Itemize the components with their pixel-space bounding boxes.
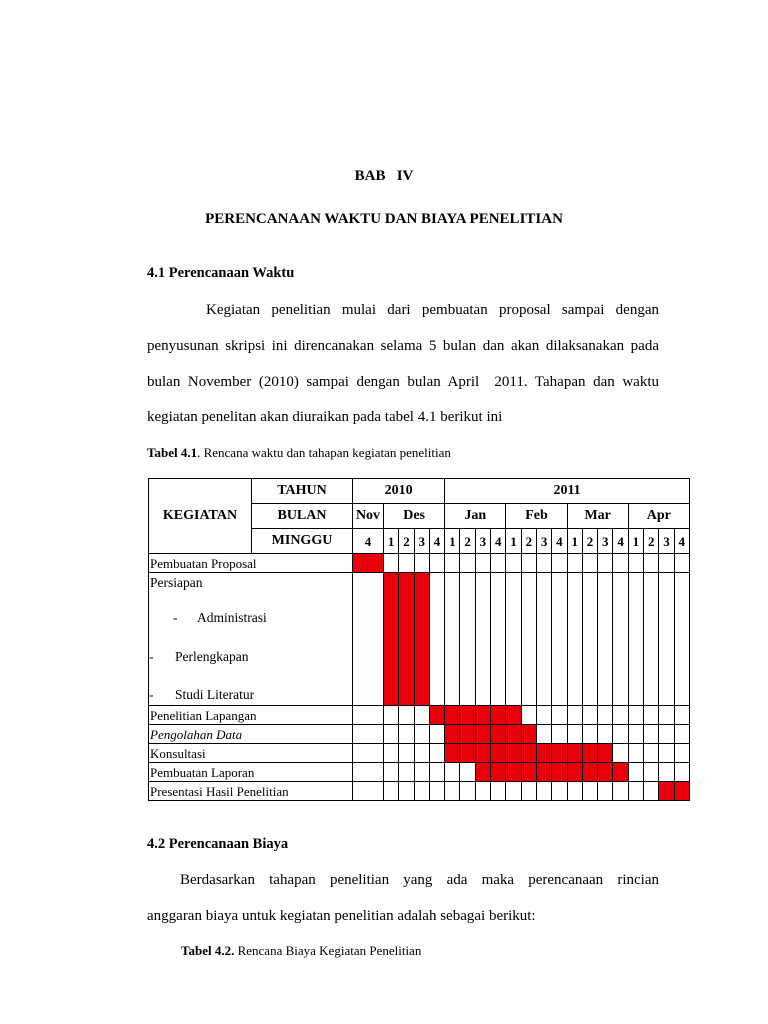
schedule-cell xyxy=(628,706,643,725)
schedule-cell xyxy=(536,782,551,801)
schedule-cell xyxy=(644,554,659,573)
schedule-cell xyxy=(414,573,429,706)
schedule-cell xyxy=(521,763,536,782)
week-header: 1 xyxy=(567,529,582,554)
schedule-cell xyxy=(445,725,460,744)
schedule-cell xyxy=(598,744,613,763)
schedule-cell xyxy=(384,763,399,782)
schedule-cell xyxy=(536,573,551,706)
schedule-cell xyxy=(460,573,475,706)
schedule-cell xyxy=(414,744,429,763)
schedule-cell xyxy=(613,782,628,801)
sub-activity-label: Studi Literatur xyxy=(175,687,255,702)
schedule-cell xyxy=(613,554,628,573)
schedule-cell xyxy=(567,744,582,763)
activity-label: Pembuatan Laporan xyxy=(149,763,353,782)
schedule-cell xyxy=(429,573,444,706)
schedule-cell xyxy=(552,744,567,763)
week-header: 2 xyxy=(460,529,475,554)
schedule-cell xyxy=(659,744,674,763)
schedule-cell xyxy=(521,782,536,801)
schedule-cell xyxy=(644,706,659,725)
schedule-cell xyxy=(628,782,643,801)
schedule-cell xyxy=(582,744,597,763)
paragraph-line: penyusunan skripsi ini direncanakan selama 5 bulan dan akan dilaksanakan pada xyxy=(147,338,659,354)
schedule-cell xyxy=(460,725,475,744)
schedule-cell xyxy=(598,573,613,706)
schedule-cell xyxy=(429,763,444,782)
schedule-cell xyxy=(613,706,628,725)
schedule-cell xyxy=(536,554,551,573)
schedule-cell xyxy=(644,573,659,706)
paragraph-line: Berdasarkan tahapan penelitian yang ada maka perencanaan rincian xyxy=(180,872,659,888)
schedule-cell xyxy=(506,573,521,706)
schedule-cell xyxy=(521,573,536,706)
schedule-cell xyxy=(445,763,460,782)
week-header: 2 xyxy=(521,529,536,554)
activity-label: Pengolahan Data xyxy=(149,725,353,744)
schedule-cell xyxy=(353,782,384,801)
schedule-cell xyxy=(674,706,689,725)
schedule-cell xyxy=(628,744,643,763)
caption-text: Rencana Biaya Kegiatan Penelitian xyxy=(234,943,422,958)
schedule-cell xyxy=(475,554,490,573)
section-heading-4-2: 4.2 Perencanaan Biaya xyxy=(147,836,289,852)
schedule-cell xyxy=(445,782,460,801)
schedule-cell xyxy=(353,706,384,725)
week-header: 4 xyxy=(613,529,628,554)
week-header: 1 xyxy=(506,529,521,554)
schedule-cell xyxy=(644,782,659,801)
schedule-cell xyxy=(659,782,674,801)
schedule-cell xyxy=(384,573,399,706)
month-header: Apr xyxy=(628,504,689,529)
schedule-cell xyxy=(353,725,384,744)
caption-text: . Rencana waktu dan tahapan kegiatan penelitian xyxy=(197,445,451,460)
schedule-cell xyxy=(475,782,490,801)
schedule-cell xyxy=(674,725,689,744)
schedule-cell xyxy=(475,725,490,744)
schedule-cell xyxy=(384,706,399,725)
schedule-cell xyxy=(414,763,429,782)
week-header: 4 xyxy=(353,529,384,554)
schedule-cell xyxy=(491,706,506,725)
week-header: 4 xyxy=(429,529,444,554)
activity-label: Pembuatan Proposal xyxy=(149,554,353,573)
week-header: 4 xyxy=(491,529,506,554)
schedule-cell xyxy=(475,744,490,763)
week-header: 2 xyxy=(582,529,597,554)
schedule-cell xyxy=(582,706,597,725)
schedule-cell xyxy=(429,744,444,763)
schedule-cell xyxy=(506,725,521,744)
schedule-cell xyxy=(414,554,429,573)
schedule-cell xyxy=(384,782,399,801)
week-header: 3 xyxy=(598,529,613,554)
activity-label-text: Persiapan xyxy=(150,575,203,590)
schedule-cell xyxy=(552,725,567,744)
week-header: 4 xyxy=(674,529,689,554)
schedule-cell xyxy=(414,706,429,725)
week-header: 1 xyxy=(445,529,460,554)
schedule-cell xyxy=(491,763,506,782)
schedule-cell xyxy=(491,725,506,744)
paragraph-line: anggaran biaya untuk kegiatan penelitian adalah sebagai berikut: xyxy=(147,908,536,924)
schedule-cell xyxy=(567,725,582,744)
schedule-cell xyxy=(521,744,536,763)
schedule-cell xyxy=(353,573,384,706)
week-header: 1 xyxy=(384,529,399,554)
week-header: 2 xyxy=(399,529,414,554)
week-header: 3 xyxy=(475,529,490,554)
schedule-cell xyxy=(598,554,613,573)
schedule-cell xyxy=(429,706,444,725)
schedule-cell xyxy=(659,725,674,744)
schedule-cell xyxy=(429,554,444,573)
schedule-cell xyxy=(353,554,384,573)
month-header: Nov xyxy=(353,504,384,529)
schedule-cell xyxy=(674,763,689,782)
schedule-cell xyxy=(353,763,384,782)
schedule-cell xyxy=(399,782,414,801)
table-4-2-caption xyxy=(181,943,421,959)
schedule-cell xyxy=(475,706,490,725)
schedule-cell xyxy=(491,744,506,763)
sub-activity-marker: - xyxy=(149,649,154,664)
schedule-cell xyxy=(674,782,689,801)
week-header: 3 xyxy=(659,529,674,554)
schedule-cell xyxy=(598,763,613,782)
header-kegiatan: KEGIATAN xyxy=(149,479,252,554)
week-header: 1 xyxy=(628,529,643,554)
schedule-cell xyxy=(552,573,567,706)
week-header: 3 xyxy=(414,529,429,554)
schedule-cell xyxy=(567,573,582,706)
schedule-cell xyxy=(659,706,674,725)
paragraph-line: bulan November (2010) sampai dengan bulan April 2011. Tahapan dan waktu xyxy=(147,374,659,390)
activity-label: Presentasi Hasil Penelitian xyxy=(149,782,353,801)
sub-activity-label: Administrasi xyxy=(197,610,267,625)
schedule-cell xyxy=(659,554,674,573)
schedule-cell xyxy=(659,763,674,782)
schedule-cell xyxy=(399,744,414,763)
schedule-cell xyxy=(399,763,414,782)
schedule-cell xyxy=(399,706,414,725)
schedule-cell xyxy=(445,744,460,763)
schedule-cell xyxy=(475,763,490,782)
sub-activity-marker: - xyxy=(149,687,154,702)
schedule-cell xyxy=(536,763,551,782)
schedule-cell xyxy=(445,706,460,725)
schedule-cell xyxy=(521,706,536,725)
schedule-cell xyxy=(598,706,613,725)
schedule-cell xyxy=(582,725,597,744)
schedule-cell xyxy=(613,725,628,744)
schedule-cell xyxy=(644,744,659,763)
schedule-cell xyxy=(521,725,536,744)
schedule-cell xyxy=(582,554,597,573)
schedule-cell xyxy=(445,554,460,573)
schedule-cell xyxy=(598,782,613,801)
schedule-cell xyxy=(628,554,643,573)
schedule-cell xyxy=(536,706,551,725)
schedule-cell xyxy=(460,706,475,725)
header-bulan: BULAN xyxy=(252,504,353,529)
activity-label: Konsultasi xyxy=(149,744,353,763)
schedule-cell xyxy=(674,573,689,706)
schedule-cell xyxy=(506,744,521,763)
paragraph-line: kegiatan penelitan akan diuraikan pada tabel 4.1 berikut ini xyxy=(147,409,503,425)
schedule-cell xyxy=(384,744,399,763)
activity-label xyxy=(149,573,353,706)
schedule-cell xyxy=(567,554,582,573)
schedule-cell xyxy=(659,573,674,706)
schedule-cell xyxy=(674,744,689,763)
schedule-cell xyxy=(460,554,475,573)
month-header: Des xyxy=(384,504,445,529)
schedule-cell xyxy=(399,554,414,573)
schedule-cell xyxy=(628,725,643,744)
table-4-1-caption xyxy=(147,445,451,461)
schedule-cell xyxy=(613,573,628,706)
schedule-cell xyxy=(506,554,521,573)
schedule-cell xyxy=(506,763,521,782)
schedule-cell xyxy=(598,725,613,744)
schedule-cell xyxy=(353,744,384,763)
caption-label: Tabel 4.2. xyxy=(181,943,235,958)
schedule-cell xyxy=(414,782,429,801)
week-header: 4 xyxy=(552,529,567,554)
schedule-table xyxy=(148,478,690,801)
week-header: 3 xyxy=(536,529,551,554)
chapter-heading: BAB IV xyxy=(354,168,414,184)
schedule-cell xyxy=(429,782,444,801)
schedule-cell xyxy=(384,554,399,573)
schedule-cell xyxy=(582,573,597,706)
schedule-cell xyxy=(460,744,475,763)
header-tahun: TAHUN xyxy=(252,479,353,504)
schedule-cell xyxy=(567,763,582,782)
schedule-cell xyxy=(460,782,475,801)
schedule-cell xyxy=(536,725,551,744)
schedule-cell xyxy=(491,782,506,801)
schedule-cell xyxy=(613,744,628,763)
schedule-cell xyxy=(506,706,521,725)
sub-activity-label: Perlengkapan xyxy=(175,649,249,664)
schedule-cell xyxy=(552,706,567,725)
sub-activity-marker: - xyxy=(173,610,178,625)
schedule-cell xyxy=(384,725,399,744)
schedule-cell xyxy=(552,554,567,573)
month-header: Mar xyxy=(567,504,628,529)
schedule-cell xyxy=(521,554,536,573)
activity-label: Penelitian Lapangan xyxy=(149,706,353,725)
week-header: 2 xyxy=(644,529,659,554)
schedule-cell xyxy=(445,573,460,706)
schedule-cell xyxy=(506,782,521,801)
schedule-cell xyxy=(552,763,567,782)
document-title: PERENCANAAN WAKTU DAN BIAYA PENELITIAN xyxy=(205,211,563,227)
paragraph-line: Kegiatan penelitian mulai dari pembuatan proposal sampai dengan xyxy=(206,302,659,318)
schedule-cell xyxy=(414,725,429,744)
schedule-cell xyxy=(628,763,643,782)
schedule-cell xyxy=(644,763,659,782)
year-header: 2011 xyxy=(445,479,690,504)
month-header: Feb xyxy=(506,504,567,529)
schedule-cell xyxy=(429,725,444,744)
header-minggu: MINGGU xyxy=(252,529,353,554)
schedule-cell xyxy=(628,573,643,706)
section-heading-4-1: 4.1 Perencanaan Waktu xyxy=(147,265,295,281)
schedule-cell xyxy=(582,763,597,782)
schedule-cell xyxy=(491,573,506,706)
schedule-cell xyxy=(567,706,582,725)
schedule-cell xyxy=(460,763,475,782)
month-header: Jan xyxy=(445,504,506,529)
schedule-cell xyxy=(613,763,628,782)
schedule-cell xyxy=(536,744,551,763)
schedule-cell xyxy=(399,725,414,744)
schedule-cell xyxy=(674,554,689,573)
year-header: 2010 xyxy=(353,479,445,504)
schedule-cell xyxy=(491,554,506,573)
schedule-cell xyxy=(399,573,414,706)
schedule-cell xyxy=(644,725,659,744)
caption-label: Tabel 4.1 xyxy=(147,445,198,460)
schedule-cell xyxy=(552,782,567,801)
schedule-cell xyxy=(582,782,597,801)
schedule-cell xyxy=(475,573,490,706)
schedule-cell xyxy=(567,782,582,801)
